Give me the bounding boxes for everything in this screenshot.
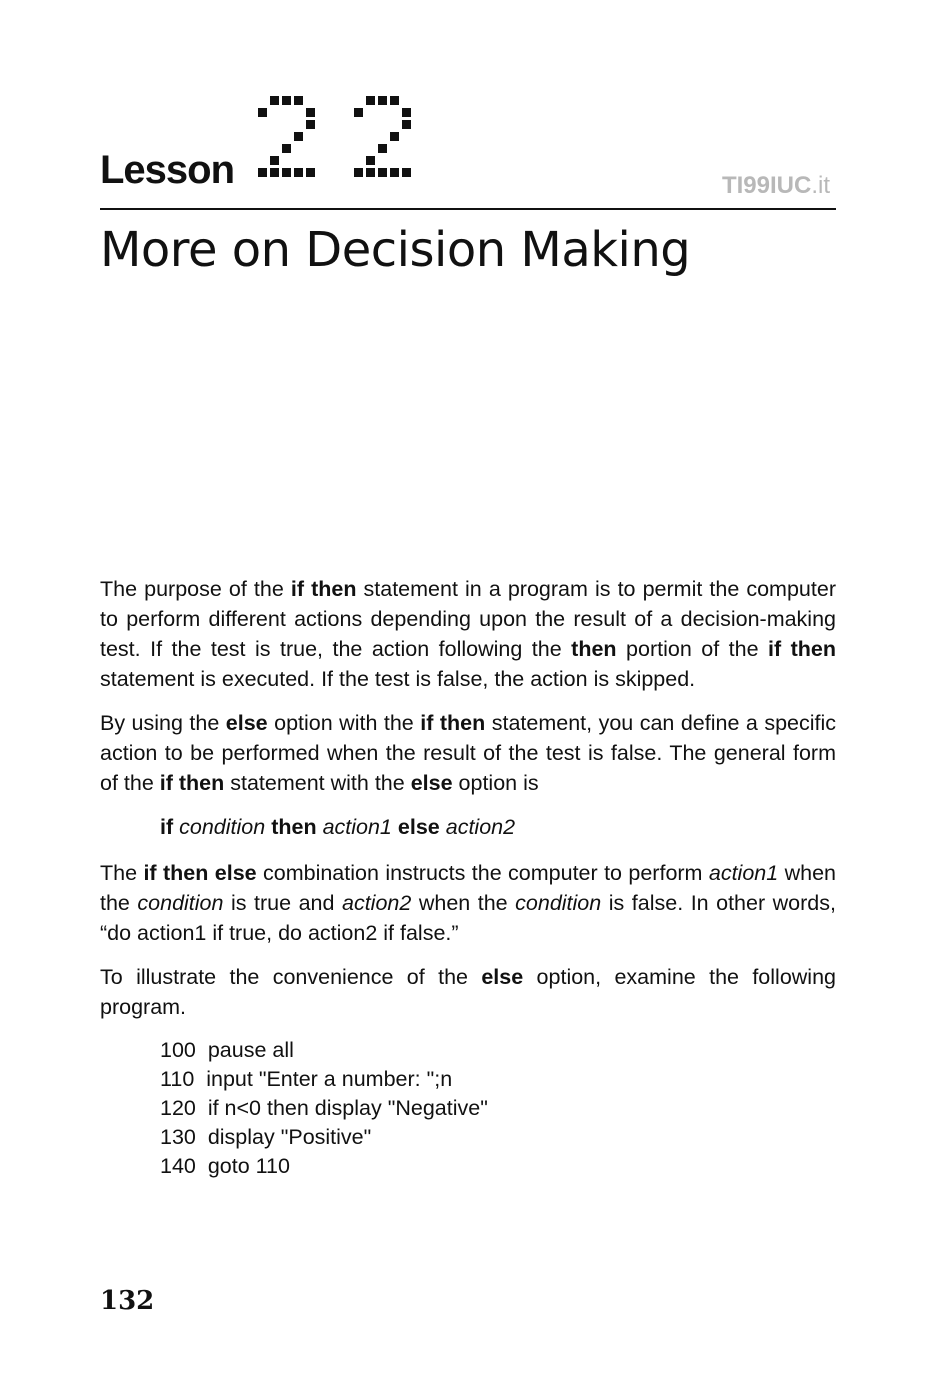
code-listing	[160, 1036, 836, 1181]
placeholder-term: action2	[445, 815, 516, 839]
page-number: 132	[100, 1286, 155, 1316]
text-run: when the	[100, 861, 836, 915]
syntax-form	[160, 812, 836, 842]
lesson-number-dot-matrix	[252, 88, 512, 188]
text-run: statement, you can define a specific action to be performed when the result of the test is false. The general form of the	[100, 711, 837, 795]
code-line: 110 input "Enter a number: ";n	[160, 1067, 453, 1091]
keyword: if then	[768, 637, 836, 661]
keyword: if	[160, 815, 174, 839]
text-run: statement with the	[224, 771, 411, 795]
watermark-main: TI99IUC	[721, 172, 812, 199]
text-run: option, examine the following program.	[100, 965, 836, 1019]
text-run: statement is executed. If the test is false, the action is skipped.	[100, 667, 696, 691]
keyword: else	[397, 815, 440, 839]
keyword: if then else	[143, 861, 257, 885]
keyword: then	[571, 637, 617, 661]
dot-digit-2-first	[258, 96, 315, 177]
lesson-label: Lesson	[100, 148, 235, 192]
text-run: option is	[452, 771, 539, 795]
text-run: statement in a program is to permit the computer to perform different actions depending upon the result of a decision-making test. If the test is true, the action following the	[100, 577, 836, 661]
placeholder-term: condition	[137, 891, 224, 915]
page-title: More on Decision Making	[100, 222, 691, 278]
text-run: The	[100, 861, 144, 885]
paragraph-1	[100, 574, 836, 694]
watermark-suffix: .it	[811, 172, 830, 199]
text-run: when the	[411, 891, 516, 915]
watermark	[722, 172, 830, 200]
text-run: The purpose of the	[100, 577, 291, 601]
text-run: portion of the	[616, 637, 768, 661]
text-run: is false. In other words, “do action1 if true, do action2 if false.”	[100, 891, 836, 945]
placeholder-term: condition	[515, 891, 602, 915]
keyword: else	[225, 711, 268, 735]
keyword: if then	[420, 711, 486, 735]
placeholder-term: action2	[341, 891, 412, 915]
lesson-header	[100, 88, 836, 212]
placeholder-term: condition	[179, 815, 266, 839]
keyword: else	[410, 771, 453, 795]
placeholder-term: action1	[708, 861, 779, 885]
text-run: combination instructs the computer to perform	[256, 861, 709, 885]
paragraph-3	[100, 858, 836, 948]
code-line: 140 goto 110	[160, 1154, 290, 1178]
placeholder-term: action1	[322, 815, 392, 839]
text-run: is true and	[223, 891, 342, 915]
text-run: option with the	[267, 711, 421, 735]
keyword: else	[481, 965, 524, 989]
code-line: 130 display "Positive"	[160, 1125, 372, 1149]
paragraph-4	[100, 962, 836, 1022]
code-line: 120 if n<0 then display "Negative"	[160, 1096, 488, 1120]
paragraph-2	[100, 708, 836, 798]
text-run: To illustrate the convenience of the	[100, 965, 482, 989]
text-run: By using the	[100, 711, 226, 735]
keyword: then	[271, 815, 317, 839]
body-text	[100, 574, 836, 1181]
keyword: if then	[290, 577, 357, 601]
keyword: if then	[159, 771, 225, 795]
header-rule	[100, 208, 836, 210]
dot-digit-2-second	[354, 96, 411, 177]
code-line: 100 pause all	[160, 1038, 294, 1062]
